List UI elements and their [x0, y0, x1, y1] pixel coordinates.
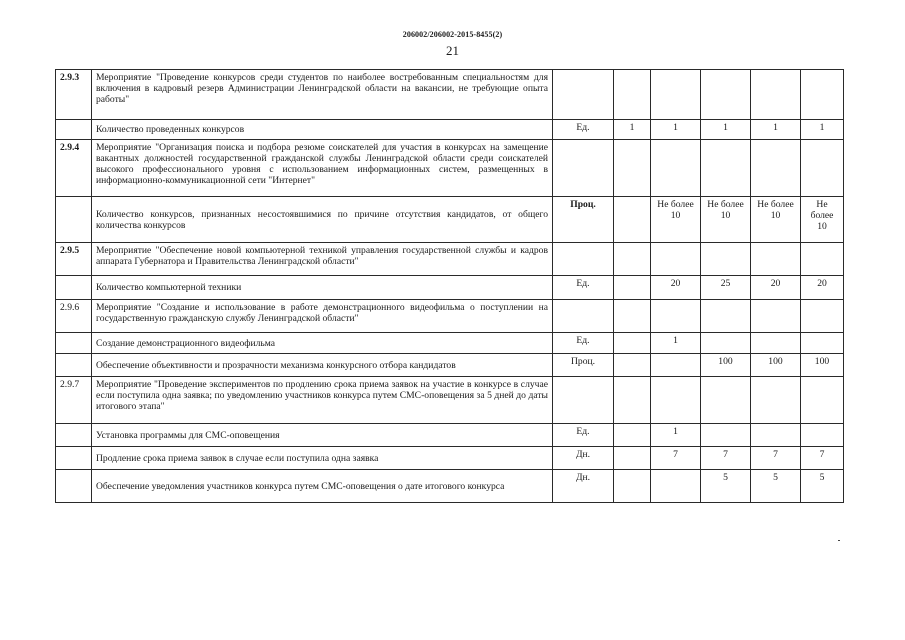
value-cell — [651, 70, 701, 120]
value-cell: 5 — [801, 470, 844, 503]
table-row — [56, 333, 844, 354]
value-cell — [614, 447, 651, 470]
value-cell — [614, 243, 651, 276]
value-cell — [701, 333, 751, 354]
item-text: Продление срока приема заявок в случае если поступила одна заявка — [92, 447, 553, 470]
value-cell — [614, 276, 651, 300]
value-cell — [751, 140, 801, 197]
value-cell: Не более 10 — [701, 197, 751, 243]
item-number: 2.9.3 — [56, 70, 92, 120]
value-cell — [701, 140, 751, 197]
value-cell — [751, 333, 801, 354]
value-cell — [801, 333, 844, 354]
value-cell — [651, 243, 701, 276]
value-cell — [651, 470, 701, 503]
value-cell: 5 — [751, 470, 801, 503]
value-cell: 1 — [801, 120, 844, 140]
item-number: 2.9.7 — [56, 377, 92, 424]
item-text: Обеспечение уведомления участников конкурса путем СМС-оповещения о дате итогового конкурса — [92, 470, 553, 503]
unit-cell: Проц. — [553, 197, 614, 243]
value-cell: 1 — [651, 120, 701, 140]
table-row — [56, 140, 844, 197]
table-row — [56, 447, 844, 470]
value-cell: 7 — [651, 447, 701, 470]
unit-cell: Дн. — [553, 470, 614, 503]
item-number — [56, 424, 92, 447]
item-text: Обеспечение объективности и прозрачности механизма конкурсного отбора кандидатов — [92, 354, 553, 377]
value-cell: Не более 10 — [651, 197, 701, 243]
item-number — [56, 276, 92, 300]
value-cell — [701, 300, 751, 333]
item-number: 2.9.4 — [56, 140, 92, 197]
unit-cell: Проц. — [553, 354, 614, 377]
item-text: Количество конкурсов, признанных несостоявшимися по причине отсутствия кандидатов, от общего количества конкурсов — [92, 197, 553, 243]
value-cell — [651, 300, 701, 333]
item-number — [56, 333, 92, 354]
item-text: Мероприятие "Проведение экспериментов по продлению срока приема заявок на участие в конкурсе в случае если поступила одна заявка; по уведомлению участников конкурса путем СМС-оповещения за 5 дней до даты итогового этапа" — [92, 377, 553, 424]
value-cell: 1 — [751, 120, 801, 140]
value-cell — [801, 70, 844, 120]
table-row — [56, 377, 844, 424]
value-cell — [701, 424, 751, 447]
item-text: Мероприятие "Проведение конкурсов среди студентов по наиболее востребованным специальностям для включения в кадровый резерв Администрации Ленинградской области на вакансии, не требующие опыта работы" — [92, 70, 553, 120]
item-number: 2.9.6 — [56, 300, 92, 333]
program-table — [55, 69, 844, 503]
value-cell — [614, 424, 651, 447]
item-number: 2.9.5 — [56, 243, 92, 276]
value-cell: 7 — [801, 447, 844, 470]
value-cell: 25 — [701, 276, 751, 300]
value-cell: 20 — [751, 276, 801, 300]
unit-cell — [553, 300, 614, 333]
value-cell — [751, 377, 801, 424]
table-row — [56, 300, 844, 333]
value-cell — [801, 140, 844, 197]
value-cell: 1 — [651, 424, 701, 447]
unit-cell — [553, 140, 614, 197]
value-cell: Не более 10 — [751, 197, 801, 243]
unit-cell — [553, 377, 614, 424]
value-cell — [751, 424, 801, 447]
item-text: Создание демонстрационного видеофильма — [92, 333, 553, 354]
value-cell: 20 — [801, 276, 844, 300]
value-cell — [701, 243, 751, 276]
value-cell: 20 — [651, 276, 701, 300]
value-cell — [801, 377, 844, 424]
value-cell — [614, 354, 651, 377]
item-number — [56, 354, 92, 377]
table-row — [56, 70, 844, 120]
value-cell — [751, 243, 801, 276]
value-cell: 7 — [751, 447, 801, 470]
value-cell — [614, 377, 651, 424]
value-cell: 7 — [701, 447, 751, 470]
value-cell: 1 — [614, 120, 651, 140]
table-row — [56, 120, 844, 140]
table-row — [56, 470, 844, 503]
value-cell — [751, 70, 801, 120]
value-cell — [651, 377, 701, 424]
table-row — [56, 424, 844, 447]
item-number — [56, 470, 92, 503]
value-cell: Не более 10 — [801, 197, 844, 243]
item-text: Мероприятие "Организация поиска и подбора резюме соискателей для участия в конкурсах на замещение вакантных должностей государственной гражданской службы Ленинградской области среди соискателей высокого профессионального уровня с использованием информационных систем, размещенных в информационно-коммуникационной сети "Интернет" — [92, 140, 553, 197]
item-text: Количество компьютерной техники — [92, 276, 553, 300]
value-cell: 1 — [651, 333, 701, 354]
value-cell — [614, 333, 651, 354]
value-cell: 1 — [701, 120, 751, 140]
unit-cell: Дн. — [553, 447, 614, 470]
scan-speck — [838, 540, 840, 541]
item-number — [56, 197, 92, 243]
value-cell — [651, 140, 701, 197]
value-cell: 100 — [751, 354, 801, 377]
value-cell — [614, 470, 651, 503]
unit-cell: Ед. — [553, 424, 614, 447]
unit-cell: Ед. — [553, 276, 614, 300]
value-cell: 5 — [701, 470, 751, 503]
unit-cell: Ед. — [553, 333, 614, 354]
value-cell — [701, 70, 751, 120]
value-cell — [701, 377, 751, 424]
table-row — [56, 354, 844, 377]
document-id: 206002/206002-2015-8455(2) — [402, 30, 503, 39]
item-text: Мероприятие "Обеспечение новой компьютерной техникой управления государственной службы и кадров аппарата Губернатора и Правительства Ленинградской области" — [92, 243, 553, 276]
value-cell — [751, 300, 801, 333]
item-text: Установка программы для СМС-оповещения — [92, 424, 553, 447]
value-cell: 100 — [701, 354, 751, 377]
value-cell — [614, 140, 651, 197]
page-number: 21 — [446, 43, 459, 58]
value-cell — [801, 424, 844, 447]
value-cell — [801, 300, 844, 333]
value-cell: 100 — [801, 354, 844, 377]
unit-cell — [553, 70, 614, 120]
table-row — [56, 197, 844, 243]
item-text: Количество проведенных конкурсов — [92, 120, 553, 140]
value-cell — [614, 300, 651, 333]
item-text: Мероприятие "Создание и использование в работе демонстрационного видеофильма о поступлении на государственную гражданскую службу Ленинградской области" — [92, 300, 553, 333]
item-number — [56, 120, 92, 140]
value-cell — [614, 197, 651, 243]
value-cell — [651, 354, 701, 377]
unit-cell — [553, 243, 614, 276]
table-row — [56, 243, 844, 276]
item-number — [56, 447, 92, 470]
value-cell — [614, 70, 651, 120]
unit-cell: Ед. — [553, 120, 614, 140]
table-row — [56, 276, 844, 300]
value-cell — [801, 243, 844, 276]
